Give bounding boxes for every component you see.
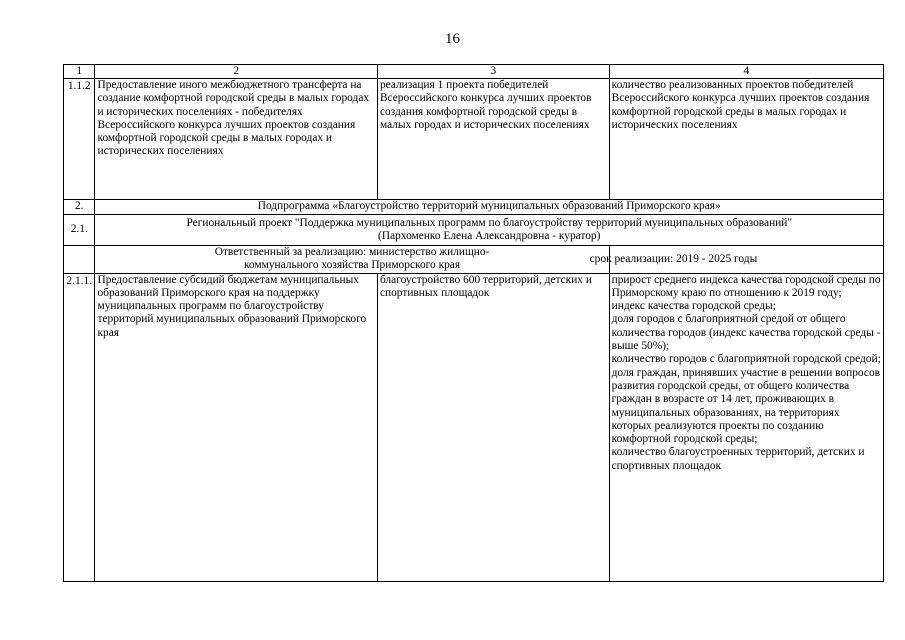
row-number: 2.1. [64, 215, 95, 246]
subprogram-row [64, 200, 884, 215]
row-number: 1.1.2 [64, 79, 95, 200]
implementation-term [589, 246, 883, 274]
indicator-item: доля граждан, принявших участие в решении вопросов развития городской среды, от общего количества граждан в возрасте от 14 лет, проживающих в муниципальных образованиях, на территориях которых реализуются проекты по созданию комфортной городской среды; [611, 366, 881, 446]
column-number-4: 4 [609, 65, 883, 79]
responsible-row [64, 246, 884, 274]
implementation-term-text: срок реализации: 2019 - 2025 годы [589, 252, 758, 265]
responsible-executor-text: Ответственный за реализацию: министерство жилищно-коммунального хозяйства Приморского края [214, 246, 490, 272]
indicator-item: доля городов с благоприятной средой от общего количества городов (индекс качества городской среды - выше 50%); [611, 313, 881, 353]
row-number: 2.1.1. [64, 273, 95, 581]
page-number: 16 [445, 31, 460, 47]
row-number: 2. [64, 200, 95, 215]
table-row-2-1-1 [64, 273, 884, 581]
program-table [63, 64, 884, 582]
empty-cell [64, 246, 95, 274]
measure-description: Предоставление субсидий бюджетам муниципальных образований Приморского края на поддержку муниципальных программ по благоустройству территорий муниципальных образований Приморского края [95, 273, 377, 581]
responsible-executor [95, 246, 609, 274]
measure-description: Предоставление иного межбюджетного трансферта на создание комфортной городской среды в малых городах и исторических поселениях - победителях Всероссийского конкурса лучших проектов создания комфортной городской среды в малых городах и исторических поселениях [95, 79, 377, 200]
table-row-1-1-2 [64, 79, 884, 200]
column-number-2: 2 [95, 65, 377, 79]
indicator-item: индекс качества городской среды; [611, 300, 776, 313]
indicator-item: количество благоустроенных территорий, детских и спортивных площадок [611, 446, 865, 472]
column-number-3: 3 [377, 65, 609, 79]
indicator-item: прирост среднего индекса качества городской среды по Приморскому краю по отношению к 2019 году; [611, 273, 881, 299]
indicator: количество реализованных проектов победителей Всероссийского конкурса лучших проектов создания комфортной городской среды в малых городах и исторических поселениях [609, 79, 883, 200]
regional-project-curator: (Пархоменко Елена Александровна - куратор) [378, 230, 601, 242]
indicator-list [609, 273, 883, 581]
expected-result: благоустройство 600 территорий, детских и спортивных площадок [377, 273, 609, 581]
regional-project-title [95, 215, 884, 246]
subprogram-title: Подпрограмма «Благоустройство территорий муниципальных образований Приморского края» [95, 200, 884, 215]
indicator-item: количество городов с благоприятной городской средой; [611, 353, 881, 366]
regional-project-row [64, 215, 884, 246]
column-number-row [64, 65, 884, 79]
regional-project-title-line: Региональный проект "Поддержка муниципальных программ по благоустройству территорий муниципальных образований" [186, 216, 793, 229]
column-number-1: 1 [64, 65, 95, 79]
expected-result: реализация 1 проекта победителей Всероссийского конкурса лучших проектов создания комфортной городской среды в малых городах и исторических поселениях [377, 79, 609, 200]
